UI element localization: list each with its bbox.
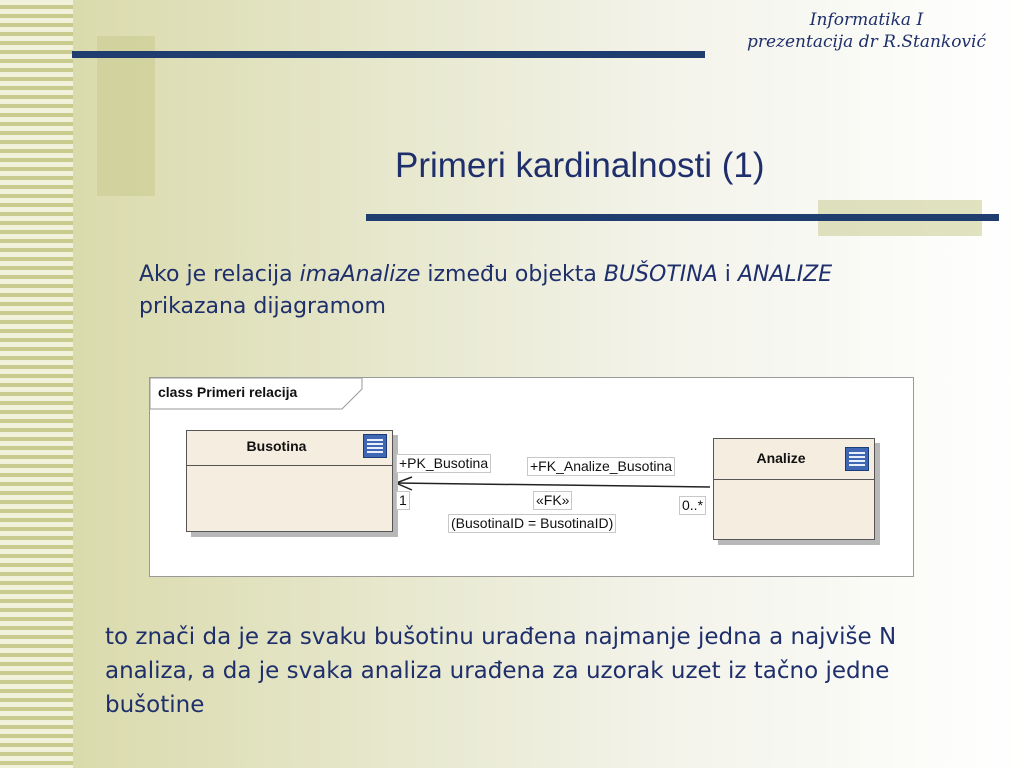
class-busotina-name: Busotina	[246, 438, 307, 454]
multiplicity-one: 1	[396, 491, 410, 510]
left-stripes-decoration	[0, 0, 73, 768]
course-name: Informatika I	[809, 10, 924, 30]
class-analize[interactable]	[713, 438, 875, 540]
conclusion-paragraph: to znači da je za svaku bušotinu urađena najmanje jedna a najviše N analiza, a da je svaka analiza urađena za uzorak uzet iz tačno jedne bušotine	[105, 624, 897, 718]
uml-class-diagram	[149, 377, 914, 577]
slide-title: Primeri kardinalnosti (1)	[395, 146, 765, 185]
constraint-label: (BusotinaID = BusotinaID)	[448, 514, 616, 533]
intro-text-3: i	[717, 262, 738, 287]
intro-paragraph	[139, 259, 959, 323]
pk-role-label: +PK_Busotina	[396, 454, 491, 473]
class-analize-name: Analize	[756, 450, 806, 466]
multiplicity-many: 0..*	[679, 496, 706, 515]
diagram-frame-label: class Primeri relacija	[158, 384, 298, 400]
class-analize-header	[714, 439, 874, 480]
title-rule	[366, 214, 999, 221]
intro-text-1: Ako je relacija	[139, 262, 300, 287]
relation-name: imaAnalize	[299, 262, 421, 287]
entity-busotina: BUŠOTINA	[603, 262, 718, 287]
top-rule	[72, 51, 705, 58]
table-icon	[363, 434, 387, 458]
class-busotina-header	[187, 431, 392, 466]
presentation-author: prezentacija dr R.Stanković	[746, 32, 986, 52]
intro-text-4: prikazana dijagramom	[139, 294, 386, 319]
presentation-header	[747, 9, 986, 53]
decorative-square-left	[97, 36, 155, 196]
table-icon	[845, 447, 869, 471]
intro-text-2: između objekta	[420, 262, 604, 287]
class-busotina[interactable]	[186, 430, 393, 532]
entity-analize: ANALIZE	[737, 262, 833, 287]
fk-stereotype-label: «FK»	[533, 491, 572, 510]
fk-role-label: +FK_Analize_Busotina	[527, 457, 675, 476]
